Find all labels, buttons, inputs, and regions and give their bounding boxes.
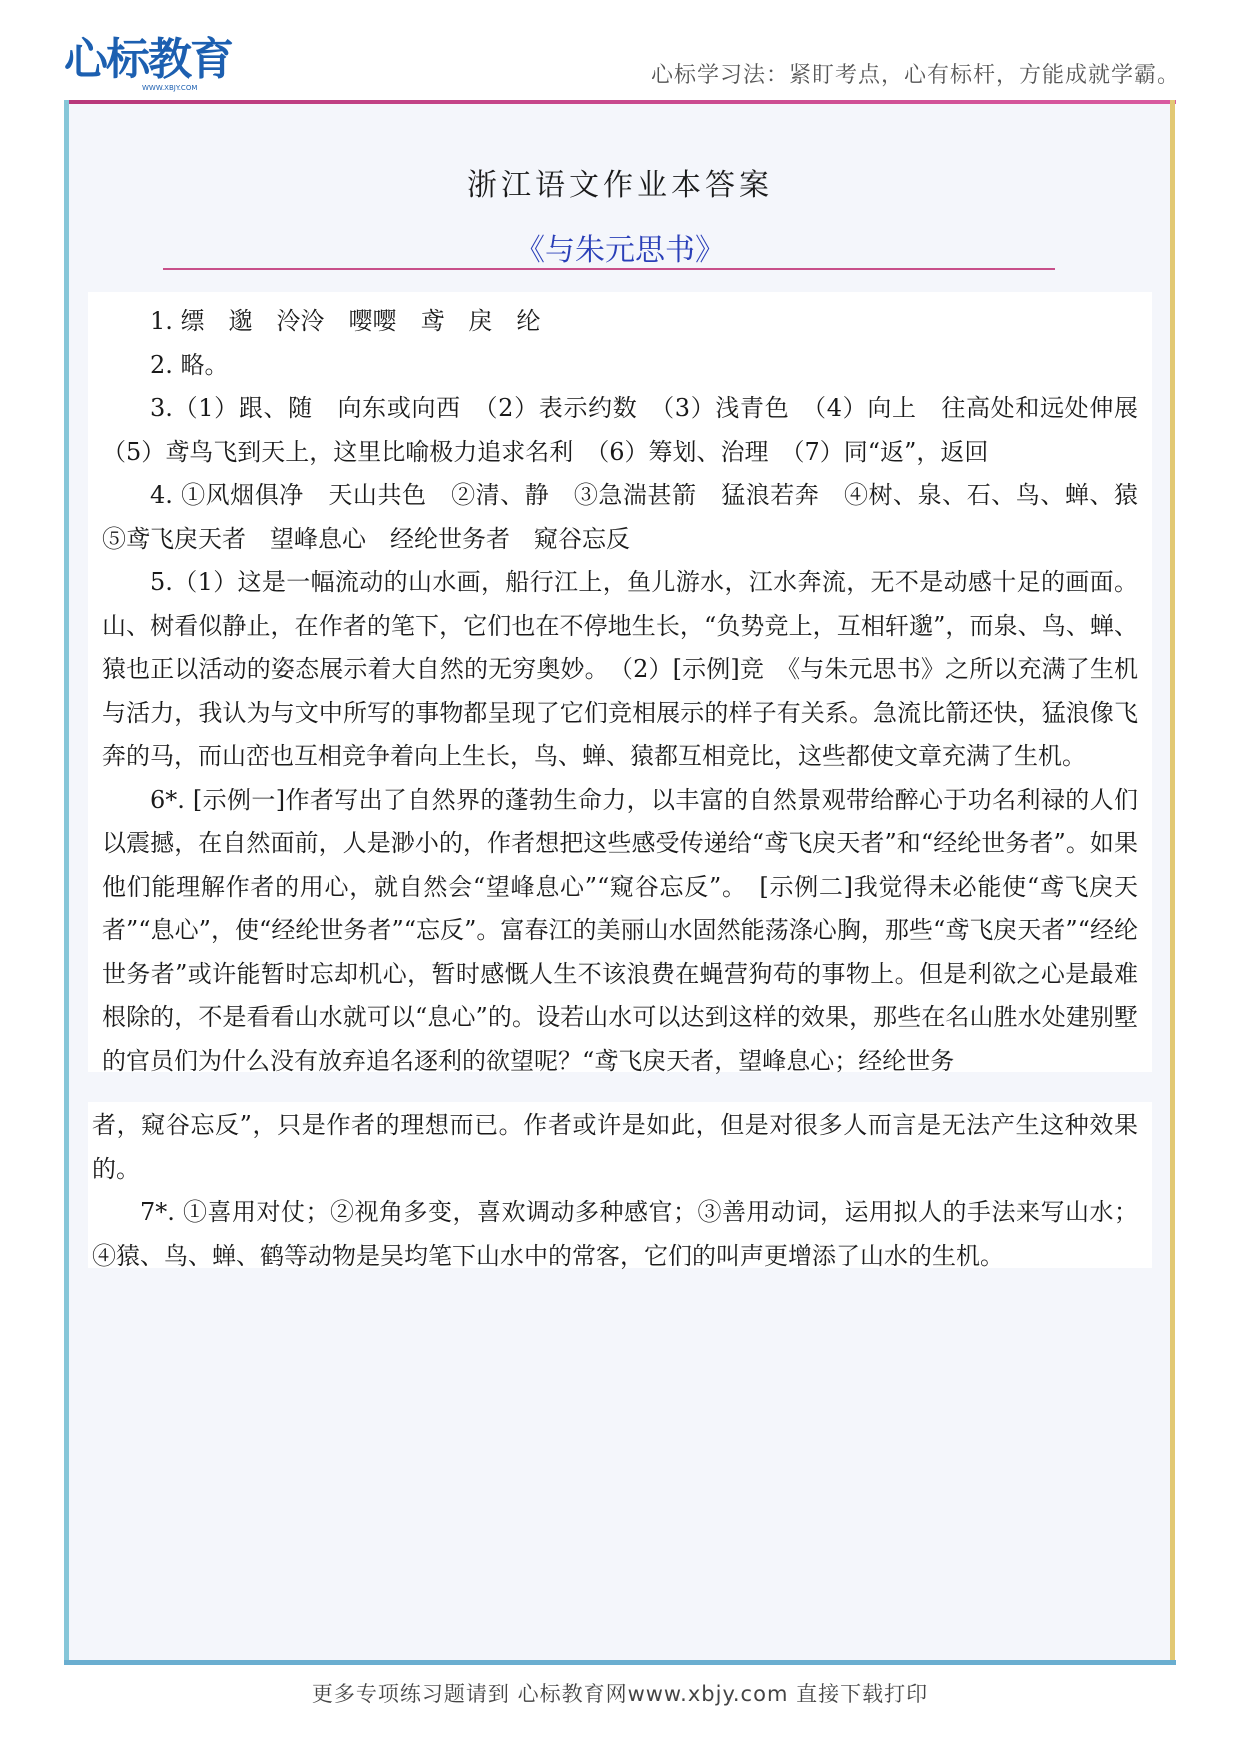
brand-logo — [64, 30, 234, 100]
answer-item-3: 3.（1）跟、随 向东或向西 （2）表示约数 （3）浅青色 （4）向上 往高处和远处伸展 （5）鸢鸟飞到天上，这里比喻极力追求名利 （6）筹划、治理 （7）同“返”，返回 — [102, 394, 1162, 466]
logo-text: 心标教育 — [64, 34, 232, 85]
answer-panel-main — [88, 292, 1162, 1075]
answer-panel-continued — [88, 1102, 1152, 1268]
answer-item-2: 2. 略。 — [150, 350, 229, 379]
answer-item-5: 5.（1）这是一幅流动的山水画，船行江上，鱼儿游水，江水奔流，无不是动感十足的画面。山、树看似静止，在作者的笔下，它们也在不停地生长，“负势竞上，互相轩邈”，而泉、鸟、蝉、猿也正以活动的姿态展示着大自然的无穷奥妙。 （2）[示例]竞 《与朱元思书》之所以充满了生机与活力，我认为与文中所写的事物都呈现了它们竞相展示的样子有关系。急流比箭还快，猛浪像飞奔的马，而山峦也互相竞争着向上生长，鸟、蝉、猿都互相竞比，这些都使文章充满了生机。 — [102, 568, 1138, 770]
subtitle-divider — [163, 268, 1055, 270]
header-slogan: 心标学习法：紧盯考点，心有标杆，方能成就学霸。 — [650, 63, 1180, 88]
answer-item-6: 6*. [示例一]作者写出了自然界的蓬勃生命力，以丰富的自然景观带给醉心于功名利禄的人们以震撼，在自然面前，人是渺小的，作者想把这些感受传递给“鸢飞戾天者”和“经纶世务者”。如果他们能理解作者的用心，就自然会“望峰息心”“窥谷忘反”。 [示例二]我觉得未必能使“鸢飞戾天者”“息心”，使“经纶世务者”“忘反”。富春江的美丽山水固然能荡涤心胸，那些“鸢飞戾天者”“经纶世务者”或许能暂时忘却机心，暂时感慨人生不该浪费在蝇营狗苟的事物上。但是利欲之心是最难根除的，不是看看山水就可以“息心”的。设若山水可以达到这样的效果，那些在名山胜水处建别墅的官员们为什么没有放弃追名逐利的欲望呢？“鸢飞戾天者，望峰息心；经纶世务 — [102, 785, 1138, 1075]
footer-note: 更多专项练习题请到 心标教育网www.xbjy.com 直接下载打印 — [311, 1682, 929, 1706]
frame-bottom-border — [64, 1660, 1176, 1665]
document-title: 浙江语文作业本答案 — [467, 168, 773, 203]
answer-item-7: 7*. ①喜用对仗；②视角多变，喜欢调动多种感官；③善用动词，运用拟人的手法来写山水；④猿、鸟、蝉、鹤等动物是吴均笔下山水中的常客，它们的叫声更增添了山水的生机。 — [92, 1198, 1138, 1270]
answer-item-6-continued: 者，窥谷忘反”，只是作者的理想而已。作者或许是如此，但是对很多人而言是无法产生这种效果的。 — [92, 1111, 1138, 1183]
answer-item-4: 4. ①风烟俱净 天山共色 ②清、静 ③急湍甚箭 猛浪若奔 ④树、泉、石、鸟、蝉、猿 ⑤鸢飞戾天者 望峰息心 经纶世务者 窥谷忘反 — [102, 481, 1162, 553]
frame-top-border — [64, 100, 1176, 104]
answer-item-1: 1. 缥 邈 泠泠 嘤嘤 鸢 戾 纶 — [150, 307, 541, 335]
frame-right-border — [1170, 100, 1175, 1664]
logo-url: WWW.XBJY.COM — [142, 84, 198, 92]
frame-left-border — [64, 100, 69, 1664]
document-subtitle: 《与朱元思书》 — [515, 233, 725, 268]
